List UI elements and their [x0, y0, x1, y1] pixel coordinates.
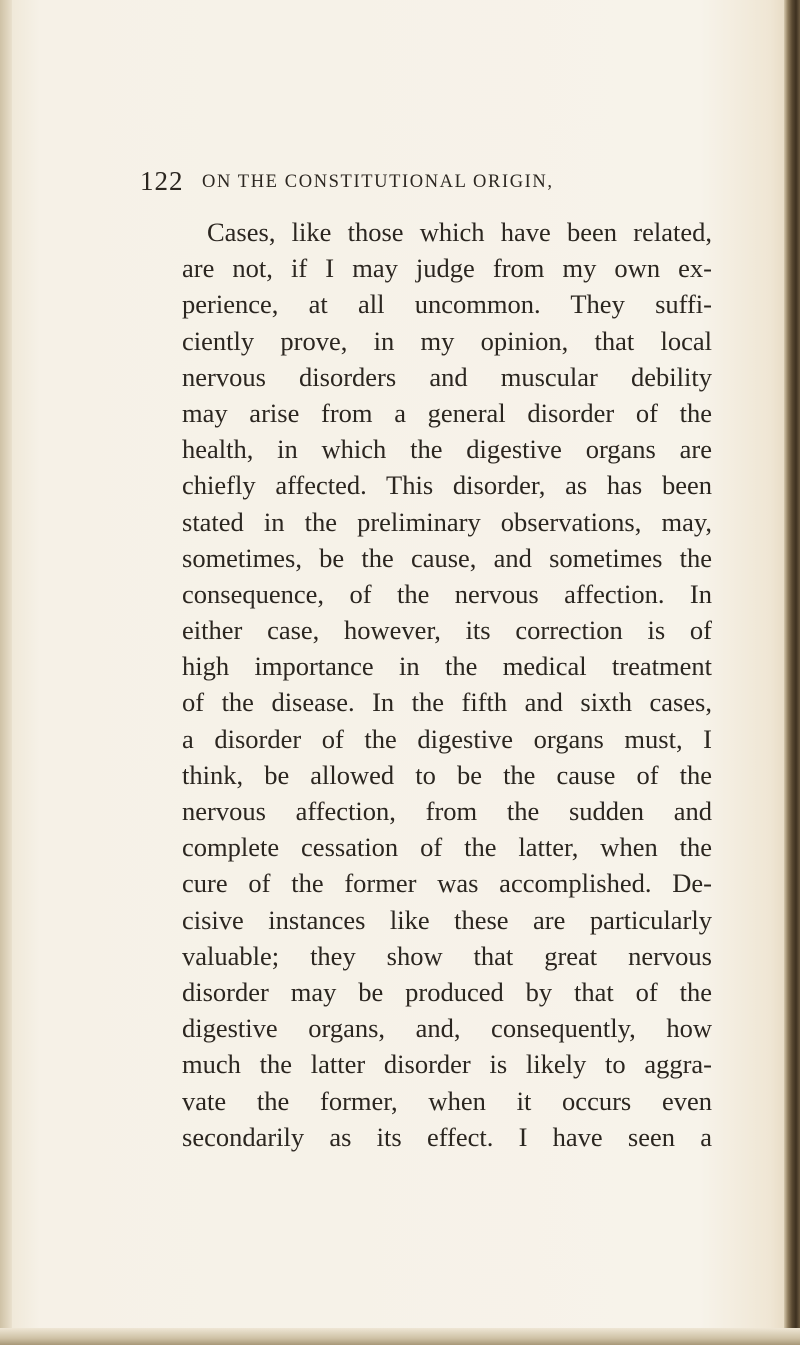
text-line: a disorder of the digestive organs must, I: [182, 723, 712, 754]
text-line: are not, if I may judge from my own ex-: [182, 253, 712, 284]
text-line: of the disease. In the fifth and sixth cases,: [182, 687, 712, 718]
text-line: high importance in the medical treatment: [182, 651, 712, 682]
text-line: much the latter disorder is likely to aggra-: [182, 1049, 712, 1080]
text-line: chiefly affected. This disorder, as has been: [182, 470, 712, 501]
text-line: health, in which the digestive organs are: [182, 434, 712, 465]
text-line: digestive organs, and, consequently, how: [182, 1013, 712, 1044]
text-line: nervous disorders and muscular debility: [182, 361, 712, 392]
page-left-edge: [0, 0, 12, 1345]
text-line: valuable; they show that great nervous: [182, 940, 712, 971]
text-line: nervous affection, from the sudden and: [182, 796, 712, 826]
text-line: sometimes, be the cause, and sometimes the: [182, 542, 712, 573]
page-bottom-edge: [0, 1328, 800, 1345]
text-line: Cases, like those which have been related,: [207, 217, 712, 247]
text-line: consequence, of the nervous affection. In: [182, 578, 712, 609]
text-line: stated in the preliminary observations, may,: [182, 506, 712, 537]
text-line: secondarily as its effect. I have seen a: [182, 1121, 712, 1152]
text-line: complete cessation of the latter, when the: [182, 832, 712, 863]
running-head: [140, 166, 720, 202]
text-line: vate the former, when it occurs even: [182, 1085, 712, 1116]
text-line: cure of the former was accomplished. De-: [182, 868, 712, 899]
text-line: think, be allowed to be the cause of the: [182, 759, 712, 790]
body-paragraph: [182, 214, 712, 1155]
text-line: may arise from a general disorder of the: [182, 397, 712, 428]
text-line: perience, at all uncommon. They suffi-: [182, 289, 712, 320]
text-line: either case, however, its correction is of: [182, 615, 712, 646]
book-binding-edge: [784, 0, 800, 1345]
text-line: cisive instances like these are particularly: [182, 904, 712, 935]
running-head-title: ON THE CONSTITUTIONAL ORIGIN,: [202, 172, 554, 192]
text-line: ciently prove, in my opinion, that local: [182, 325, 712, 356]
page-number: 122: [140, 166, 184, 196]
text-line: disorder may be produced by that of the: [182, 976, 712, 1007]
